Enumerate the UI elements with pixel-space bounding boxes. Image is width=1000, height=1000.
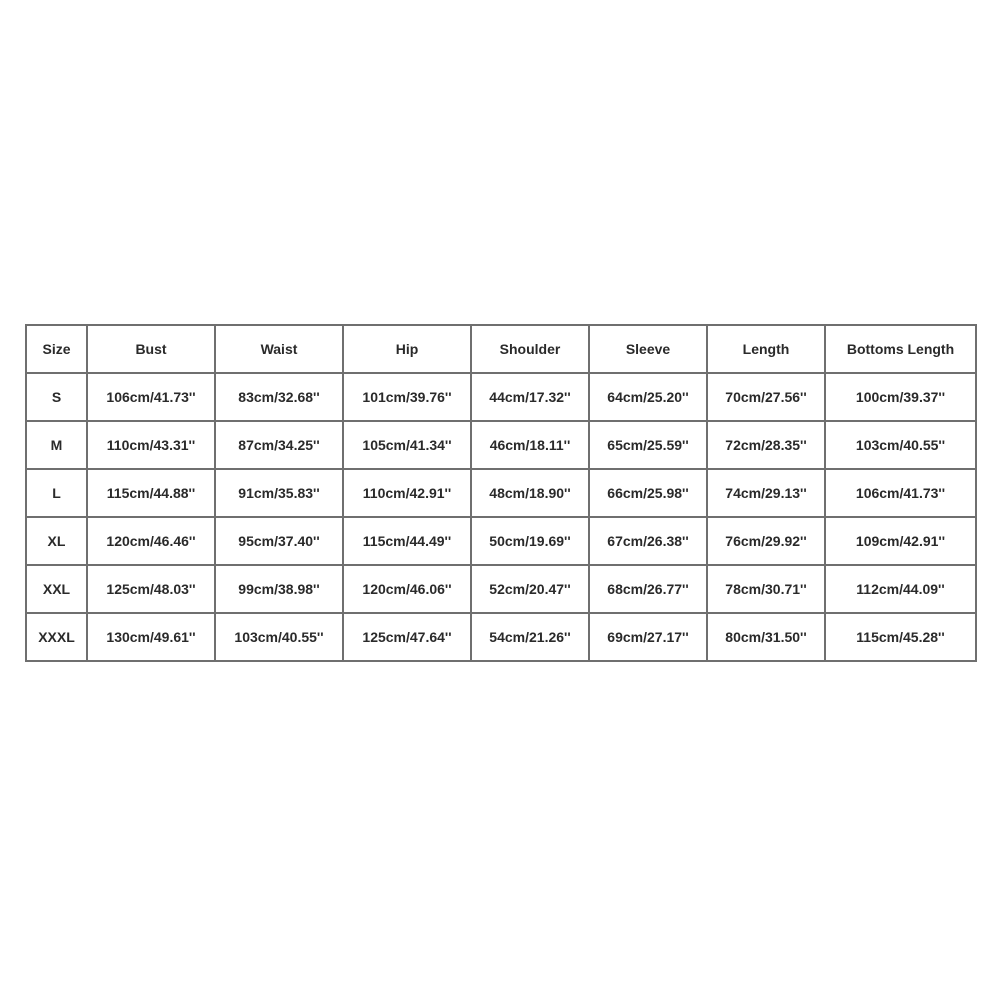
cell-bust: 115cm/44.88'': [87, 469, 215, 517]
header-size: Size: [26, 325, 87, 373]
cell-length: 74cm/29.13'': [707, 469, 825, 517]
cell-size: S: [26, 373, 87, 421]
table-row: [26, 421, 976, 469]
cell-length: 70cm/27.56'': [707, 373, 825, 421]
header-bust: Bust: [87, 325, 215, 373]
table-row: [26, 469, 976, 517]
cell-length: 76cm/29.92'': [707, 517, 825, 565]
header-waist: Waist: [215, 325, 343, 373]
cell-hip: 110cm/42.91'': [343, 469, 471, 517]
cell-bust: 120cm/46.46'': [87, 517, 215, 565]
cell-shoulder: 50cm/19.69'': [471, 517, 589, 565]
cell-sleeve: 64cm/25.20'': [589, 373, 707, 421]
header-length: Length: [707, 325, 825, 373]
cell-length: 72cm/28.35'': [707, 421, 825, 469]
table-row: [26, 517, 976, 565]
cell-hip: 125cm/47.64'': [343, 613, 471, 661]
cell-sleeve: 65cm/25.59'': [589, 421, 707, 469]
cell-sleeve: 66cm/25.98'': [589, 469, 707, 517]
cell-waist: 91cm/35.83'': [215, 469, 343, 517]
cell-length: 78cm/30.71'': [707, 565, 825, 613]
cell-bust: 125cm/48.03'': [87, 565, 215, 613]
cell-bottoms-length: 112cm/44.09'': [825, 565, 976, 613]
cell-bottoms-length: 100cm/39.37'': [825, 373, 976, 421]
cell-sleeve: 68cm/26.77'': [589, 565, 707, 613]
cell-waist: 87cm/34.25'': [215, 421, 343, 469]
table-body: [26, 373, 976, 661]
cell-waist: 83cm/32.68'': [215, 373, 343, 421]
header-hip: Hip: [343, 325, 471, 373]
cell-size: XXL: [26, 565, 87, 613]
table-header-row: [26, 325, 976, 373]
cell-waist: 95cm/37.40'': [215, 517, 343, 565]
cell-hip: 101cm/39.76'': [343, 373, 471, 421]
header-shoulder: Shoulder: [471, 325, 589, 373]
cell-size: XL: [26, 517, 87, 565]
cell-size: L: [26, 469, 87, 517]
cell-bottoms-length: 106cm/41.73'': [825, 469, 976, 517]
cell-hip: 115cm/44.49'': [343, 517, 471, 565]
cell-bottoms-length: 115cm/45.28'': [825, 613, 976, 661]
cell-bottoms-length: 103cm/40.55'': [825, 421, 976, 469]
cell-shoulder: 54cm/21.26'': [471, 613, 589, 661]
cell-sleeve: 69cm/27.17'': [589, 613, 707, 661]
cell-shoulder: 46cm/18.11'': [471, 421, 589, 469]
header-sleeve: Sleeve: [589, 325, 707, 373]
table-row: [26, 373, 976, 421]
cell-shoulder: 52cm/20.47'': [471, 565, 589, 613]
cell-hip: 105cm/41.34'': [343, 421, 471, 469]
cell-sleeve: 67cm/26.38'': [589, 517, 707, 565]
table-row: [26, 565, 976, 613]
cell-size: XXXL: [26, 613, 87, 661]
cell-bust: 130cm/49.61'': [87, 613, 215, 661]
cell-bust: 106cm/41.73'': [87, 373, 215, 421]
cell-length: 80cm/31.50'': [707, 613, 825, 661]
cell-waist: 103cm/40.55'': [215, 613, 343, 661]
cell-hip: 120cm/46.06'': [343, 565, 471, 613]
size-chart-table: [25, 324, 977, 662]
cell-size: M: [26, 421, 87, 469]
table-row: [26, 613, 976, 661]
header-bottoms-length: Bottoms Length: [825, 325, 976, 373]
cell-bottoms-length: 109cm/42.91'': [825, 517, 976, 565]
cell-bust: 110cm/43.31'': [87, 421, 215, 469]
cell-shoulder: 44cm/17.32'': [471, 373, 589, 421]
cell-waist: 99cm/38.98'': [215, 565, 343, 613]
cell-shoulder: 48cm/18.90'': [471, 469, 589, 517]
